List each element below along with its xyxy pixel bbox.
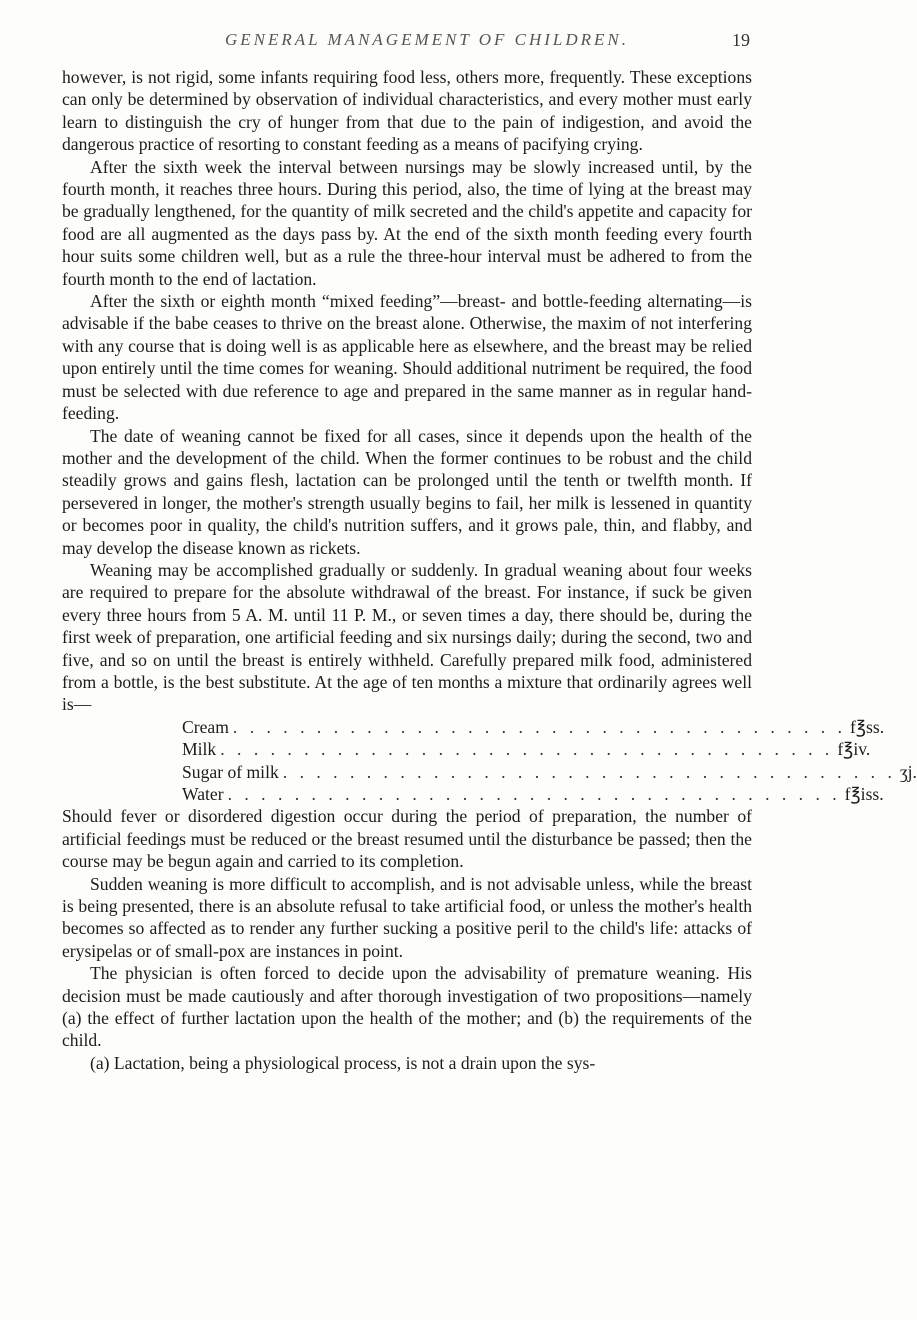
ingredient-quantity: f℥iss. [844, 784, 884, 804]
page-number: 19 [732, 30, 750, 50]
paragraph: Should fever or disordered digestion occur during the period of preparation, the number of artificial feedings must be reduced or the breast resumed until the disturbance be passed; then the course may be begun again and carried to its completion. [62, 806, 752, 872]
leader-dots: . . . . . . . . . . . . . . . . . . . . . . . . . . . . . . . . . . . . . [282, 761, 896, 782]
running-header [62, 30, 752, 66]
formula-row [182, 761, 917, 783]
paragraph: After the sixth or eighth month “mixed feeding”—breast- and bottle-feeding alternating—is advisable if the babe ceases to thrive on the breast alone. Otherwise, the maxim of not interfering with any course that is doing well is as applicable here as elsewhere, and the breast may be relied upon entirely until the time comes for weaning. Should additional nutriment be required, the food must be selected with due reference to age and prepared in the same manner as in regular hand-feeding. [62, 291, 752, 424]
paragraph: After the sixth week the interval between nursings may be slowly increased until, by the fourth month, it reaches three hours. During this period, also, the time of lying at the breast may be gradually lengthened, for the quantity of milk secreted and the child's appetite and capacity for food are all augmented as the days pass by. At the end of the sixth month feeding every fourth hour suits some children well, but as a rule the three-hour interval must be adhered to from the fourth month to the end of lactation. [62, 156, 752, 289]
ingredient-quantity: f℥ss. [850, 716, 885, 737]
paragraph: The date of weaning cannot be fixed for all cases, since it depends upon the health of the mother and the development of the child. When the former continues to be robust and the child steadily grows and gains flesh, lactation can be prolonged until the tenth or twelfth month. If persevered in longer, the mother's strength usually begins to fail, her milk is lessened in quantity or becomes poor in quality, the child's nutrition suffers, and it grows pale, thin, and flabby, and may develop the disease known as rickets. [62, 425, 752, 558]
ingredient-quantity: f℥iv. [837, 739, 871, 760]
ingredient-name: Water [182, 784, 224, 804]
page-body [62, 66, 917, 1074]
paragraph: Weaning may be accomplished gradually or suddenly. In gradual weaning about four weeks are required to prepare for the absolute withdrawal of the breast. For instance, if suck be given every three hours from 5 A. M. until 11 P. M., or seven times a day, there should be, during the first week of preparation, one artificial feeding and six nursings daily; during the second, two and five, and so on until the breast is entirely withheld. Carefully prepared milk food, administered from a bottle, is the best substitute. At the age of ten months a mixture that ordinarily agrees well is— [62, 559, 752, 715]
leader-dots: . . . . . . . . . . . . . . . . . . . . . . . . . . . . . . . . . . . . . [232, 716, 846, 737]
leader-dots: . . . . . . . . . . . . . . . . . . . . . . . . . . . . . . . . . . . . . [220, 739, 834, 760]
paragraph: however, is not rigid, some infants requiring food less, others more, frequently. These exceptions can only be determined by observation of individual characteristics, and every mother must early learn to distinguish the cry of hunger from that due to the pain of indigestion, and avoid the dangerous practice of resorting to constant feeding as a means of pacifying crying. [62, 67, 752, 155]
running-title: GENERAL MANAGEMENT OF CHILDREN. [224, 30, 630, 49]
formula-row [182, 738, 871, 760]
ingredient-quantity: ʒj. [899, 761, 917, 782]
paragraph: (a) Lactation, being a physiological process, is not a drain upon the sys- [90, 1052, 596, 1073]
milk-formula [182, 716, 917, 806]
ingredient-name: Milk [182, 739, 217, 760]
paragraph: The physician is often forced to decide upon the advisability of premature weaning. His decision must be made cautiously and after thorough investigation of two propositions—namely (a) the effect of further lactation upon the health of the mother; and (b) the requirements of the child. [62, 963, 752, 1051]
formula-row [182, 716, 885, 738]
paragraph: Sudden weaning is more difficult to accomplish, and is not advisable unless, while the breast is being presented, there is an absolute refusal to take artificial food, or unless the mother's health becomes so affected as to render any further sucking a positive peril to the child's life: attacks of erysipelas or of small-pox are instances in point. [62, 873, 752, 961]
leader-dots: . . . . . . . . . . . . . . . . . . . . . . . . . . . . . . . . . . . . . [227, 784, 841, 804]
ingredient-name: Sugar of milk [182, 761, 279, 782]
formula-row [182, 783, 884, 805]
ingredient-name: Cream [182, 716, 229, 737]
